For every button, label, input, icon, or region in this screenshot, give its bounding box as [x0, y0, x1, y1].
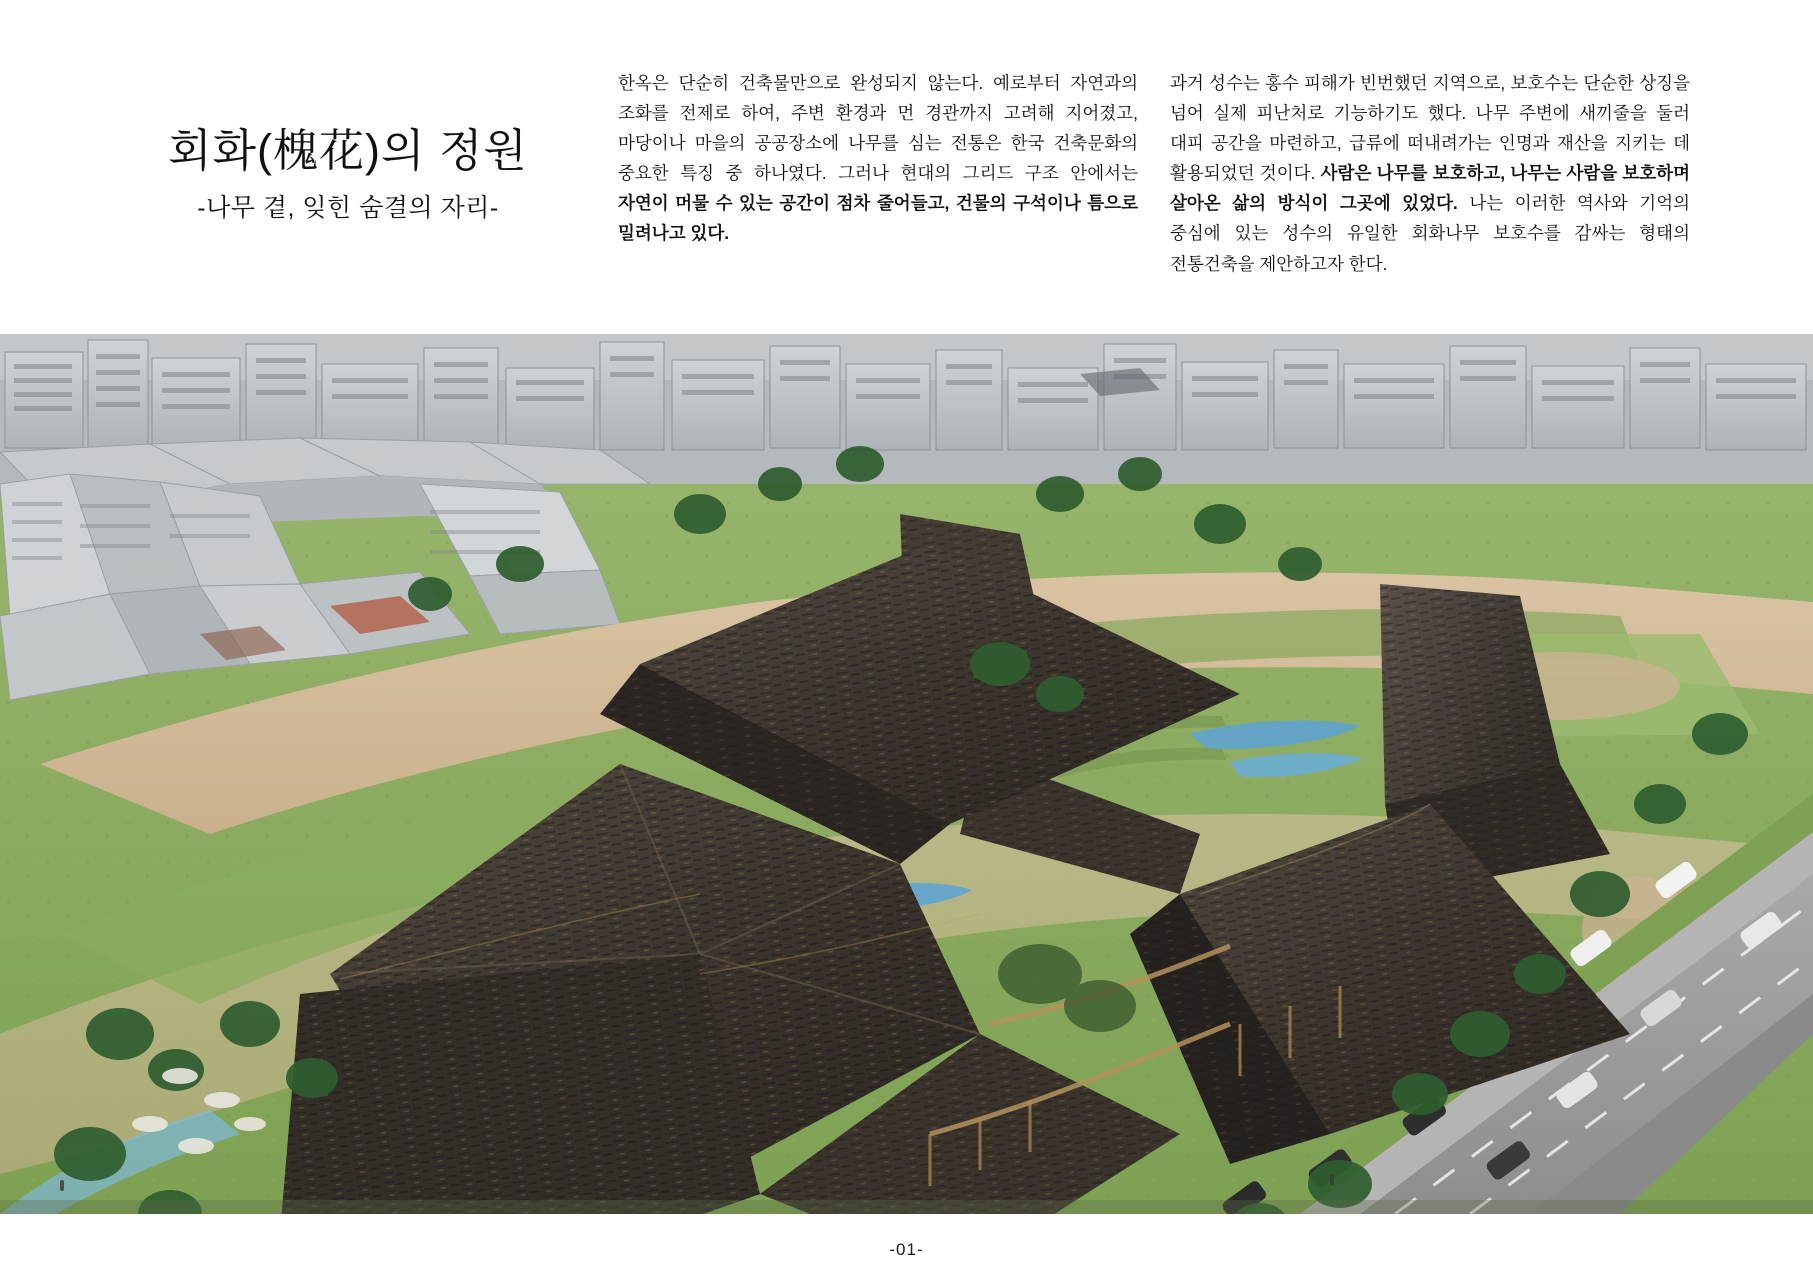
text-segment-0: 한옥은 단순히 건축물만으로 완성되지 않는다. 예로부터 자연과의 조화를 전제로 하여, 주변 환경과 먼 경관까지 고려해 지어졌고, 마당이나 마을의 공공장소에 나무를 심는 전통은 한국 건축문화의 중요한 특징 중 하나였다. 그러나 현대의 그리드 구조 안에서는	[618, 73, 1138, 184]
title-block	[98, 126, 598, 224]
intro-column-left	[618, 68, 1138, 279]
text-segment-0: 과거 성수는 홍수 피해가 빈번했던 지역으로, 보호수는 단순한 상징을 넘어 실제 피난처로 기능하기도 했다. 나무 주변에 새끼줄을 둘러 대피 공간을 마련하고, 급류에 떠내려가는 인명과 재산을 지키는 데 활용되었던 것이다.	[1170, 73, 1690, 184]
paragraph-left	[618, 68, 1138, 249]
intro-column-right	[1170, 68, 1690, 279]
paragraph-right	[1170, 68, 1690, 279]
rendering-illustration	[0, 334, 1813, 1214]
header-section	[0, 0, 1813, 334]
footer-section	[0, 1214, 1813, 1282]
text-segment-1: 사람은 나무를 보호하고, 나무는 사람을 보호하며 살아온 삶의 방식이 그곳에 있었다.	[1170, 163, 1690, 214]
text-segment-2: 나는 이러한 역사와 기억의 중심에 있는 성수의 유일한 회화나무 보호수를 감싸는 형태의 전통건축을 제안하고자 한다.	[1170, 193, 1691, 274]
text-segment-1: 자연이 머물 수 있는 공간이 점차 줄어들고, 건물의 구석이나 틈으로 밀려나고 있다.	[618, 193, 1138, 244]
architectural-rendering	[0, 334, 1813, 1214]
page-subtitle: -나무 곁, 잊힌 숨결의 자리-	[197, 193, 499, 222]
page-number: -01-	[889, 1240, 924, 1259]
intro-text-columns	[618, 68, 1768, 279]
page-title: 회화(槐花)의 정원	[168, 125, 528, 176]
